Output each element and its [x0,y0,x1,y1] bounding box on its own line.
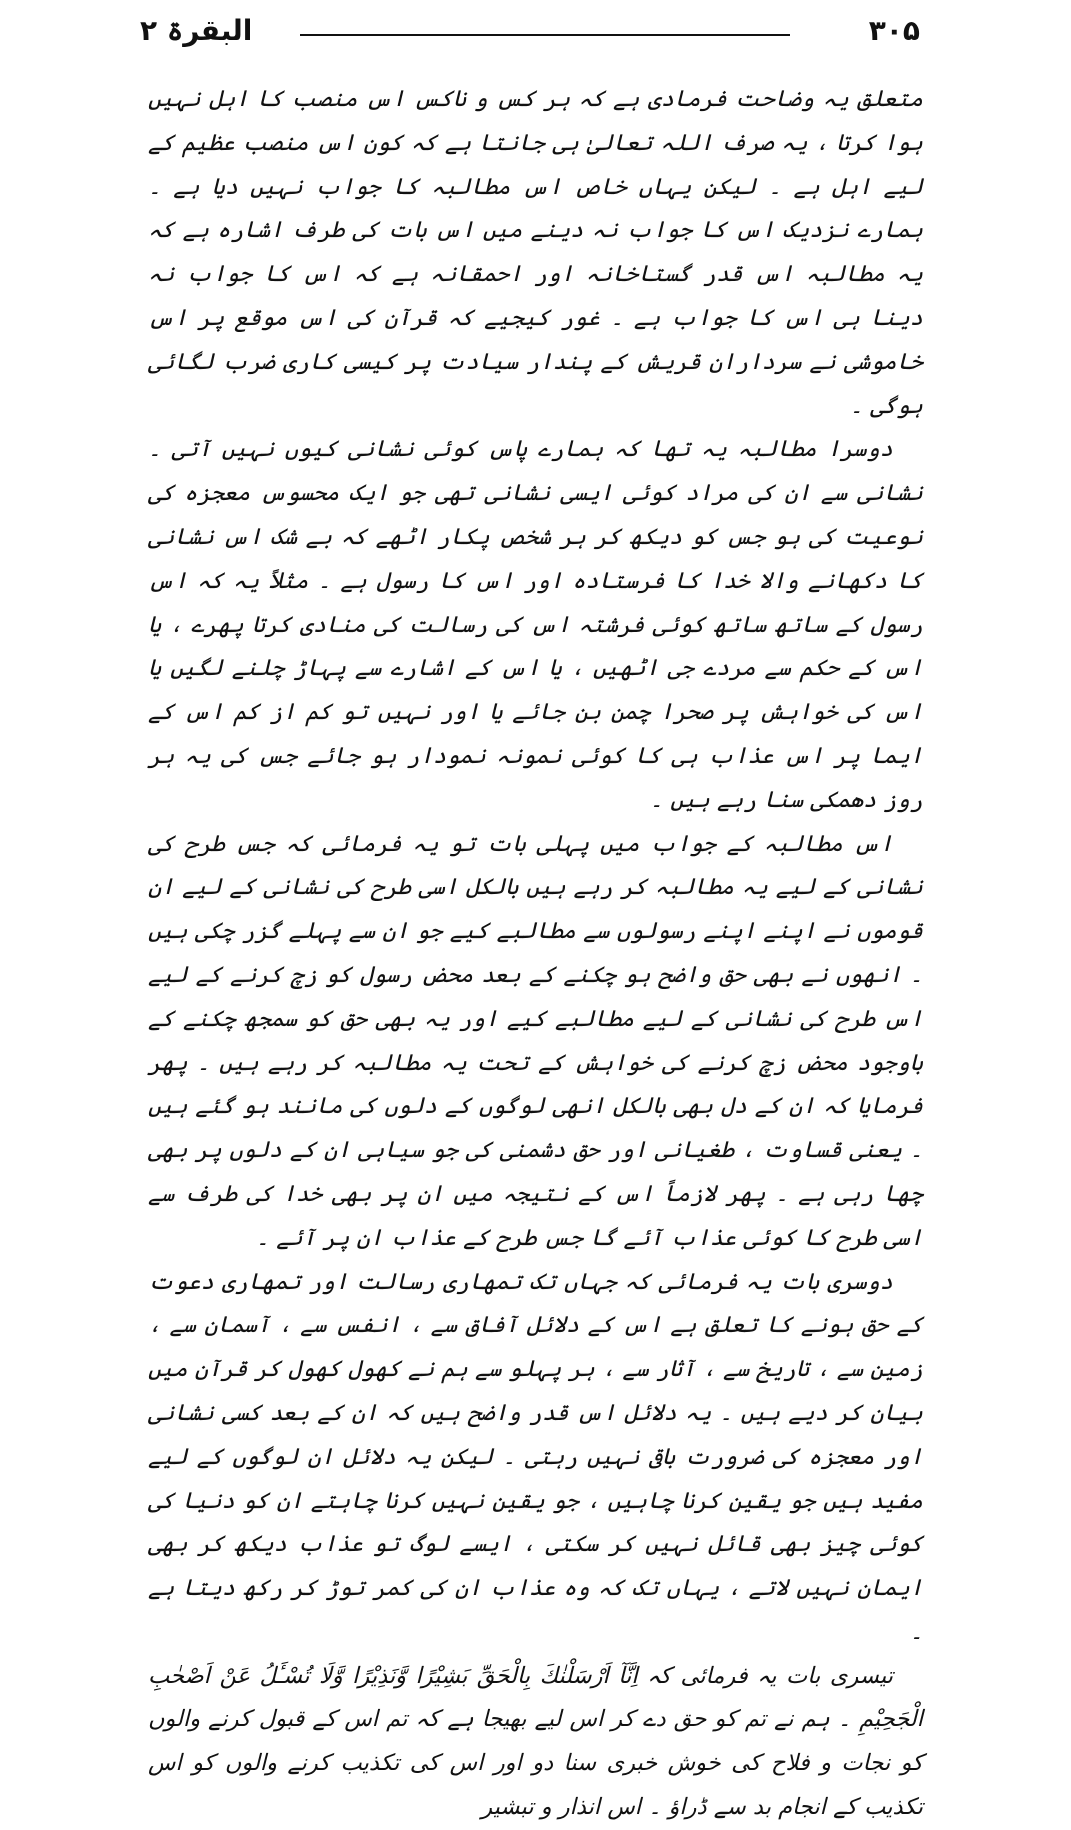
paragraph-4: دوسری بات یہ فرمائی کہ جہاں تک تمھاری رسالت اور تمھاری دعوت کے حق ہونے کا تعلق ہے اس کے دلائل آفاق سے ، انفس سے ، آسمان سے ، زمین سے ، تاریخ سے ، آثار سے ، ہر پہلو سے ہم نے کھول کھول کر قرآن میں بیان کر دیے ہیں ۔ یہ دلائل اس قدر واضح ہیں کہ ان کے بعد کسی نشانی اور معجزہ کی ضرورت باقی نہیں رہتی ۔ لیکن یہ دلائل ان لوگوں کے لیے مفید ہیں جو یقین کرنا چاہیں ، جو یقین نہیں کرنا چاہتے ان کو دنیا کی کوئی چیز بھی قائل نہیں کر سکتی ، ایسے لوگ تو عذاب دیکھ کر بھی ایمان نہیں لاتے ، یہاں تک کہ وہ عذاب ان کی کمر توڑ کر رکھ دیتا ہے ۔ [148,1268,923,1645]
commentary-body [148,78,923,1821]
surah-name: البقرۃ ۲ [140,14,253,47]
paragraph-5: تیسری بات یہ فرمائی کہ اِنَّآ اَرْسَلْنٰكَ بِالْحَقِّ بَشِيْرًا وَّنَذِيْرًا وَّلَا تُسْـَٔلُ عَنْ اَصْحٰبِ الْجَحِيْمِ ۔ ہم نے تم کو حق دے کر اس لیے بھیجا ہے کہ تم اس کے قبول کرنے والوں کو نجات و فلاح کی خوش خبری سنا دو اور اس کی تکذیب کرنے والوں کو اس تکذیب کے انجام بد سے ڈراؤ ۔ اس انذار و تبشیر [148,1662,923,1821]
page-number: ۳۰۵ [868,14,920,47]
page-header [140,12,920,52]
header-divider [300,34,790,36]
paragraph-3: اس مطالبہ کے جواب میں پہلی بات تو یہ فرمائی کہ جس طرح کی نشانی کے لیے یہ مطالبہ کر رہے ہیں بالکل اسی طرح کی نشانی کے لیے ان قوموں نے اپنے اپنے رسولوں سے مطالبے کیے جو ان سے پہلے گزر چکی ہیں ۔ انھوں نے بھی حق واضح ہو چکنے کے بعد محض رسول کو زچ کرنے کے لیے اس طرح کی نشانی کے لیے مطالبے کیے اور یہ بھی حق کو سمجھ چکنے کے باوجود محض زچ کرنے کی خواہش کے تحت یہ مطالبہ کر رہے ہیں ۔ پھر فرمایا کہ ان کے دل بھی بالکل انھی لوگوں کے دلوں کی مانند ہو گئے ہیں ۔ یعنی قساوت ، طغیانی اور حق دشمنی کی جو سیاہی ان کے دلوں پر بھی چھا رہی ہے ۔ پھر لازماً اس کے نتیجہ میں ان پر بھی خدا کی طرف سے اسی طرح کا کوئی عذاب آئے گا جس طرح کے عذاب ان پر آئے ۔ [148,830,923,1251]
paragraph-2: دوسرا مطالبہ یہ تھا کہ ہمارے پاس کوئی نشانی کیوں نہیں آتی ۔ نشانی سے ان کی مراد کوئی ایسی نشانی تھی جو ایک محسوس معجزہ کی نوعیت کی ہو جس کو دیکھ کر ہر شخص پکار اٹھے کہ بے شک اس نشانی کا دکھانے والا خدا کا فرستادہ اور اس کا رسول ہے ۔ مثلاً یہ کہ اس رسول کے ساتھ ساتھ کوئی فرشتہ اس کی رسالت کی منادی کرتا پھرے ، یا اس کے حکم سے مردے جی اٹھیں ، یا اس کے اشارے سے پہاڑ چلنے لگیں یا اس کی خواہش پر صحرا چمن بن جائے یا اور نہیں تو کم از کم اس کے ایما پر اس عذاب ہی کا کوئی نمونہ نمودار ہو جائے جس کی یہ ہر روز دھمکی سنا رہے ہیں ۔ [148,436,923,813]
paragraph-1: متعلق یہ وضاحت فرمادی ہے کہ ہر کس و ناکس اس منصب کا اہل نہیں ہوا کرتا ، یہ صرف اللہ تعالیٰ ہی جانتا ہے کہ کون اس منصب عظیم کے لیے اہل ہے ۔ لیکن یہاں خاص اس مطالبہ کا جواب نہیں دیا ہے ۔ ہمارے نزدیک اس کا جواب نہ دینے میں اس بات کی طرف اشارہ ہے کہ یہ مطالبہ اس قدر گستاخانہ اور احمقانہ ہے کہ اس کا جواب نہ دینا ہی اس کا جواب ہے ۔ غور کیجیے کہ قرآن کی اس موقع پر اس خاموشی نے سرداران قریش کے پندار سیادت پر کیسی کاری ضرب لگائی ہوگی ۔ [148,86,923,419]
